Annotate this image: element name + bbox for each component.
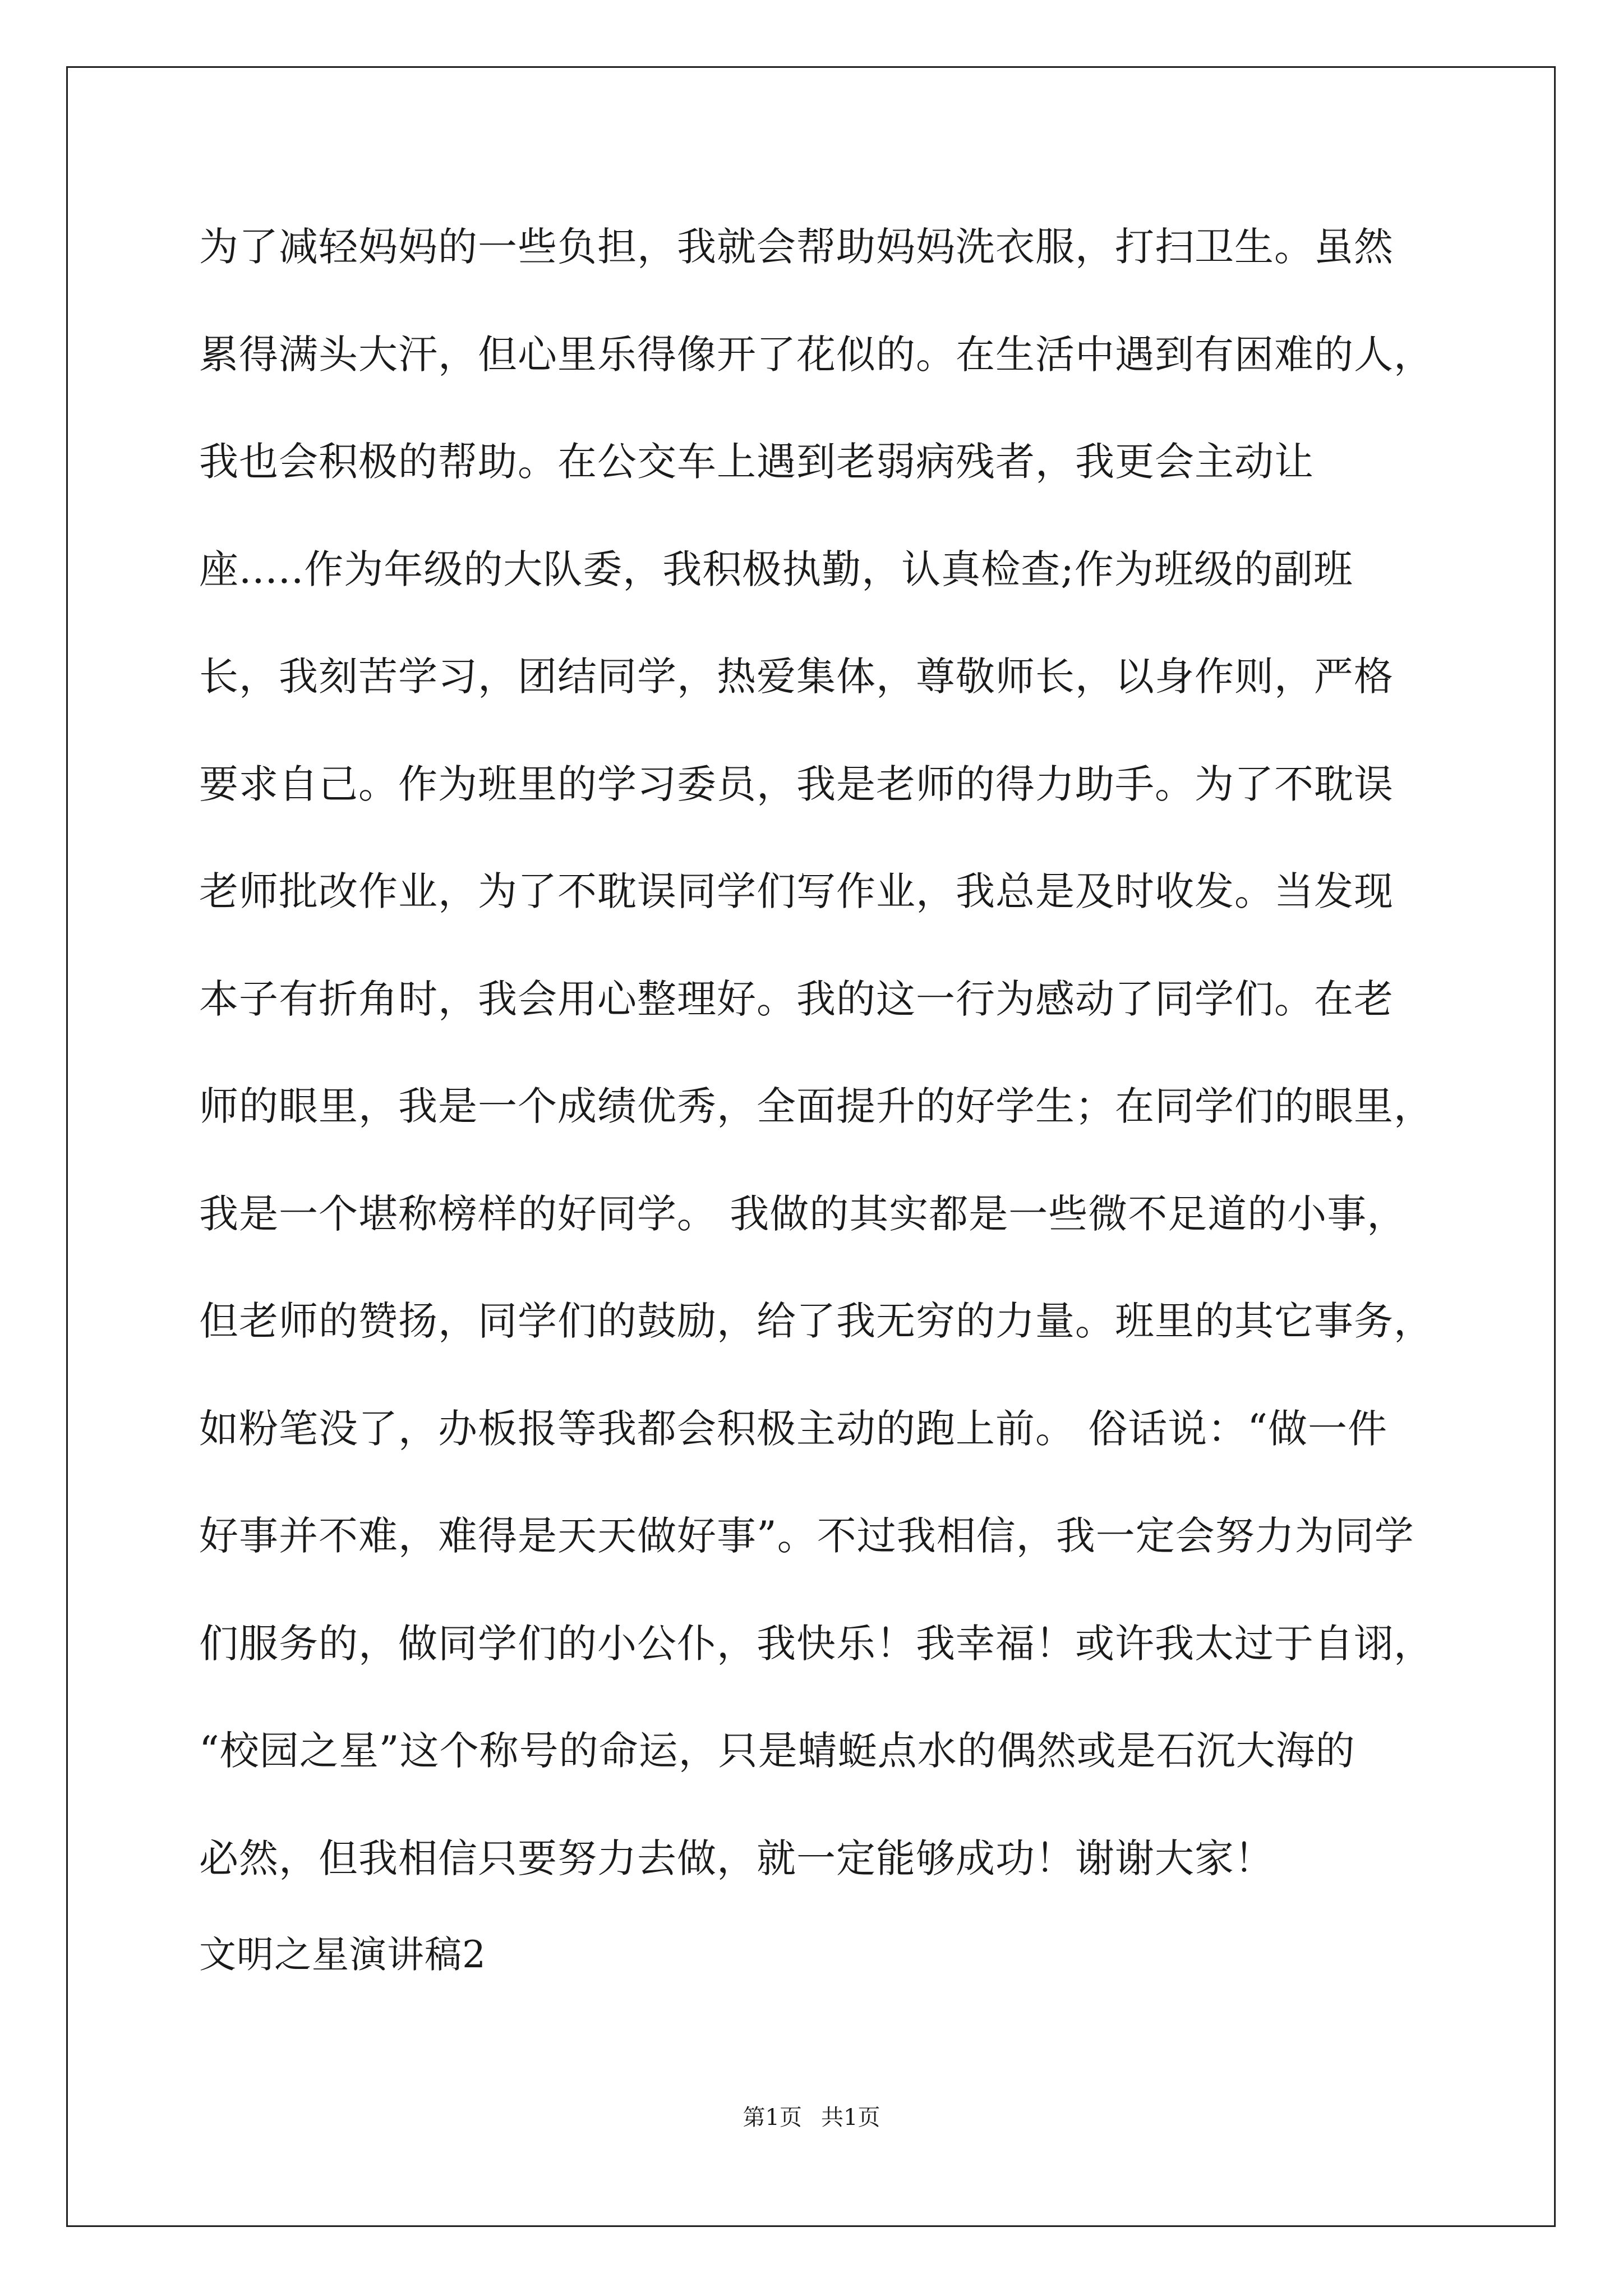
- section-heading: 文明之星演讲稿2: [199, 1933, 486, 1976]
- text-line: “校园之星”这个称号的命运，只是蜻蜓点水的偶然或是石沉大海的: [199, 1728, 1355, 1774]
- text-line: 我是一个堪称榜样的好同学。 我做的其实都是一些微不足道的小事，: [199, 1190, 1407, 1237]
- text-line: 如粉笔没了，办板报等我都会积极主动的跑上前。 俗话说：“做一件: [199, 1405, 1388, 1452]
- text-line: 要求自己。作为班里的学习委员，我是老师的得力助手。为了不耽误: [199, 761, 1394, 807]
- text-line: 累得满头大汗，但心里乐得像开了花似的。在生活中遇到有困难的人，: [199, 331, 1433, 378]
- text-line: 为了减轻妈妈的一些负担，我就会帮助妈妈洗衣服，打扫卫生。虽然: [199, 224, 1394, 270]
- speech-body: [199, 216, 1438, 1935]
- text-line: 师的眼里，我是一个成绩优秀，全面提升的好学生；在同学们的眼里，: [199, 1083, 1433, 1129]
- text-line: 好事并不难，难得是天天做好事”。不过我相信，我一定会努力为同学: [199, 1513, 1414, 1559]
- page-number-current: 第1页: [743, 2105, 802, 2131]
- text-line: 老师批改作业，为了不耽误同学们写作业，我总是及时收发。当发现: [199, 868, 1394, 914]
- page-footer: [0, 2101, 1623, 2134]
- page-number-total: 共1页: [821, 2105, 880, 2131]
- text-line: 长，我刻苦学习，团结同学，热爱集体，尊敬师长，以身作则，严格: [199, 654, 1394, 700]
- text-line: 们服务的，做同学们的小公仆，我快乐！我幸福！或许我太过于自诩，: [199, 1620, 1433, 1667]
- text-line: 我也会积极的帮助。在公交车上遇到老弱病残者，我更会主动让: [199, 439, 1314, 485]
- text-line: 本子有折角时，我会用心整理好。我的这一行为感动了同学们。在老: [199, 976, 1394, 1022]
- text-line: 座.....作为年级的大队委，我积极执勤，认真检查;作为班级的副班: [199, 546, 1353, 592]
- text-line: 但老师的赞扬，同学们的鼓励，给了我无穷的力量。班里的其它事务，: [199, 1298, 1433, 1344]
- text-line: 必然，但我相信只要努力去做，就一定能够成功！谢谢大家！: [199, 1835, 1274, 1881]
